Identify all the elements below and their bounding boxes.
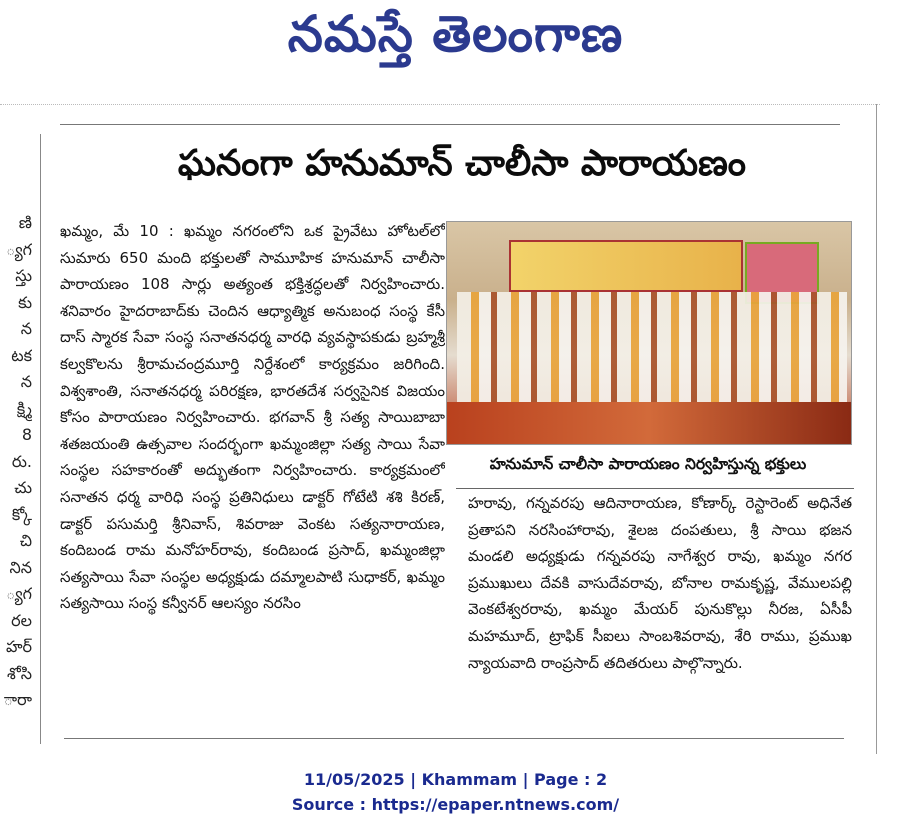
stage-banner [509, 240, 743, 292]
carpet-floor [447, 402, 851, 444]
fragment-line: శోసి [6, 663, 32, 683]
fragment-line: ్యగ [6, 584, 32, 603]
fragment-line: న [20, 319, 32, 338]
masthead-divider [0, 100, 880, 105]
fragment-line: క్ష్మి [16, 398, 32, 418]
photo-caption: హనుమాన్ చాలీసా పారాయణం నిర్వహిస్తున్న భక్తులు [489, 455, 807, 473]
fragment-line: రు. [11, 451, 32, 471]
fragment-line: నిన [9, 557, 32, 577]
fragment-line: న [20, 372, 32, 391]
fragment-line: ణి [18, 213, 32, 232]
fragment-line: రల [11, 610, 32, 630]
fragment-line: ారా [3, 690, 32, 709]
fragment-line: స్తు [15, 266, 32, 285]
fragment-line: చు [14, 478, 32, 497]
devotees-group [457, 292, 847, 402]
fragment-line: ్యగ [6, 239, 32, 259]
caption-rule [456, 488, 854, 489]
fragment-line: టక [11, 345, 32, 365]
fragment-line: హర్ [5, 637, 32, 656]
fragment-line: క్కో [11, 504, 32, 524]
source-link[interactable]: Source : https://epaper.ntnews.com/ [291, 795, 620, 814]
article-photo [446, 221, 852, 445]
newspaper-masthead: నమస్తే తెలంగాణ [287, 4, 624, 63]
article-top-rule [60, 124, 840, 125]
adjacent-article-fragment [0, 210, 32, 730]
fragment-line: కు [18, 292, 32, 312]
article-body-column-1: ఖమ్మం, మే 10 : ఖమ్మం నగరంలోని ఒక ప్రైవేటు హోటల్‌లో సుమారు 650 మంది భక్తులతో సామూహిక హనుమాన్ చాలీసా పారాయణం 108 సార్లు అత్యంత భక్తిశ్రద్ధలతో నిర్వహించారు. శనివారం హైదరాబాద్‌కు చెందిన ఆధ్యాత్మిక అనుబంధ సంస్థ కేసీ దాస్ స్మారక సేవా సంస్థ సనాతనధర్మ వారధి వ్యవస్థాపకుడు బ్రహ్మశ్రీ కల్వకొలను శ్రీరామచంద్రమూర్తి నిర్దేశంలో కార్యక్రమం జరిగింది. విశ్వశాంతి, సనాతనధర్మ పరిరక్షణ, భారతదేశ సర్వసైనిక విజయం కోసం పారాయణం నిర్వహించారు. భగవాన్ శ్రీ సత్య సాయిబాబా శతజయంతి ఉత్సవాల సందర్భంగా ఖమ్మంజిల్లా సత్య సాయి సేవా సంస్థల సహకారంతో అద్భుతంగా నిర్వహించారు. కార్యక్రమంలో సనాతన ధర్మ వారిధి సంస్థ ప్రతినిధులు డాక్టర్ గోటేటి శశి కిరణ్, డాక్టర్ పసుమర్తి శ్రీనివాస్, శివరాజు వెంకట సత్యనారాయణ, కందిబండ రామ మనోహర్‌రావు, కందిబండ ప్రసాద్, ఖమ్మంజిల్లా సత్యసాయి సేవా సంస్థల అధ్యక్షుడు దమ్మాలపాటి సుధాకర్, ఖమ్మం సత్యసాయి సంస్థ కన్వీనర్ ఆలస్యం నరసిం [60, 222, 445, 613]
article-bottom-rule [64, 738, 844, 739]
edition-info: 11/05/2025 | Khammam | Page : 2 [303, 770, 608, 789]
column-rule-left [40, 134, 41, 744]
column-rule-right [876, 104, 877, 754]
fragment-line: 8 [21, 425, 32, 444]
article-headline: ఘనంగా హనుమాన్ చాలీసా పారాయణం [177, 143, 747, 184]
article-body-column-2: హరావు, గన్నవరపు ఆదినారాయణ, కోణార్క్ రెస్టారెంట్ అధినేత ప్రతాపని నరసింహారావు, శైలజ దంపతులు, శ్రీ సాయి భజన మండలి అధ్యక్షుడు గన్నవరపు నాగేశ్వర రావు, ఖమ్మం నగర ప్రముఖులు దేవకి వాసుదేవరావు, బోనాల రామకృష్ణ, వేములపల్లి వెంకటేశ్వరరావు, ఖమ్మం మేయర్ పునుకొల్లు నీరజ, ఏసీపీ మహమూద్, ట్రాఫిక్ సీఐలు సాంబశివరావు, శేరి రాము, ప్రముఖ న్యాయవాది రాంప్రసాద్ తదితరులు పాల్గొన్నారు. [468, 494, 852, 672]
fragment-line: చి [19, 531, 32, 550]
